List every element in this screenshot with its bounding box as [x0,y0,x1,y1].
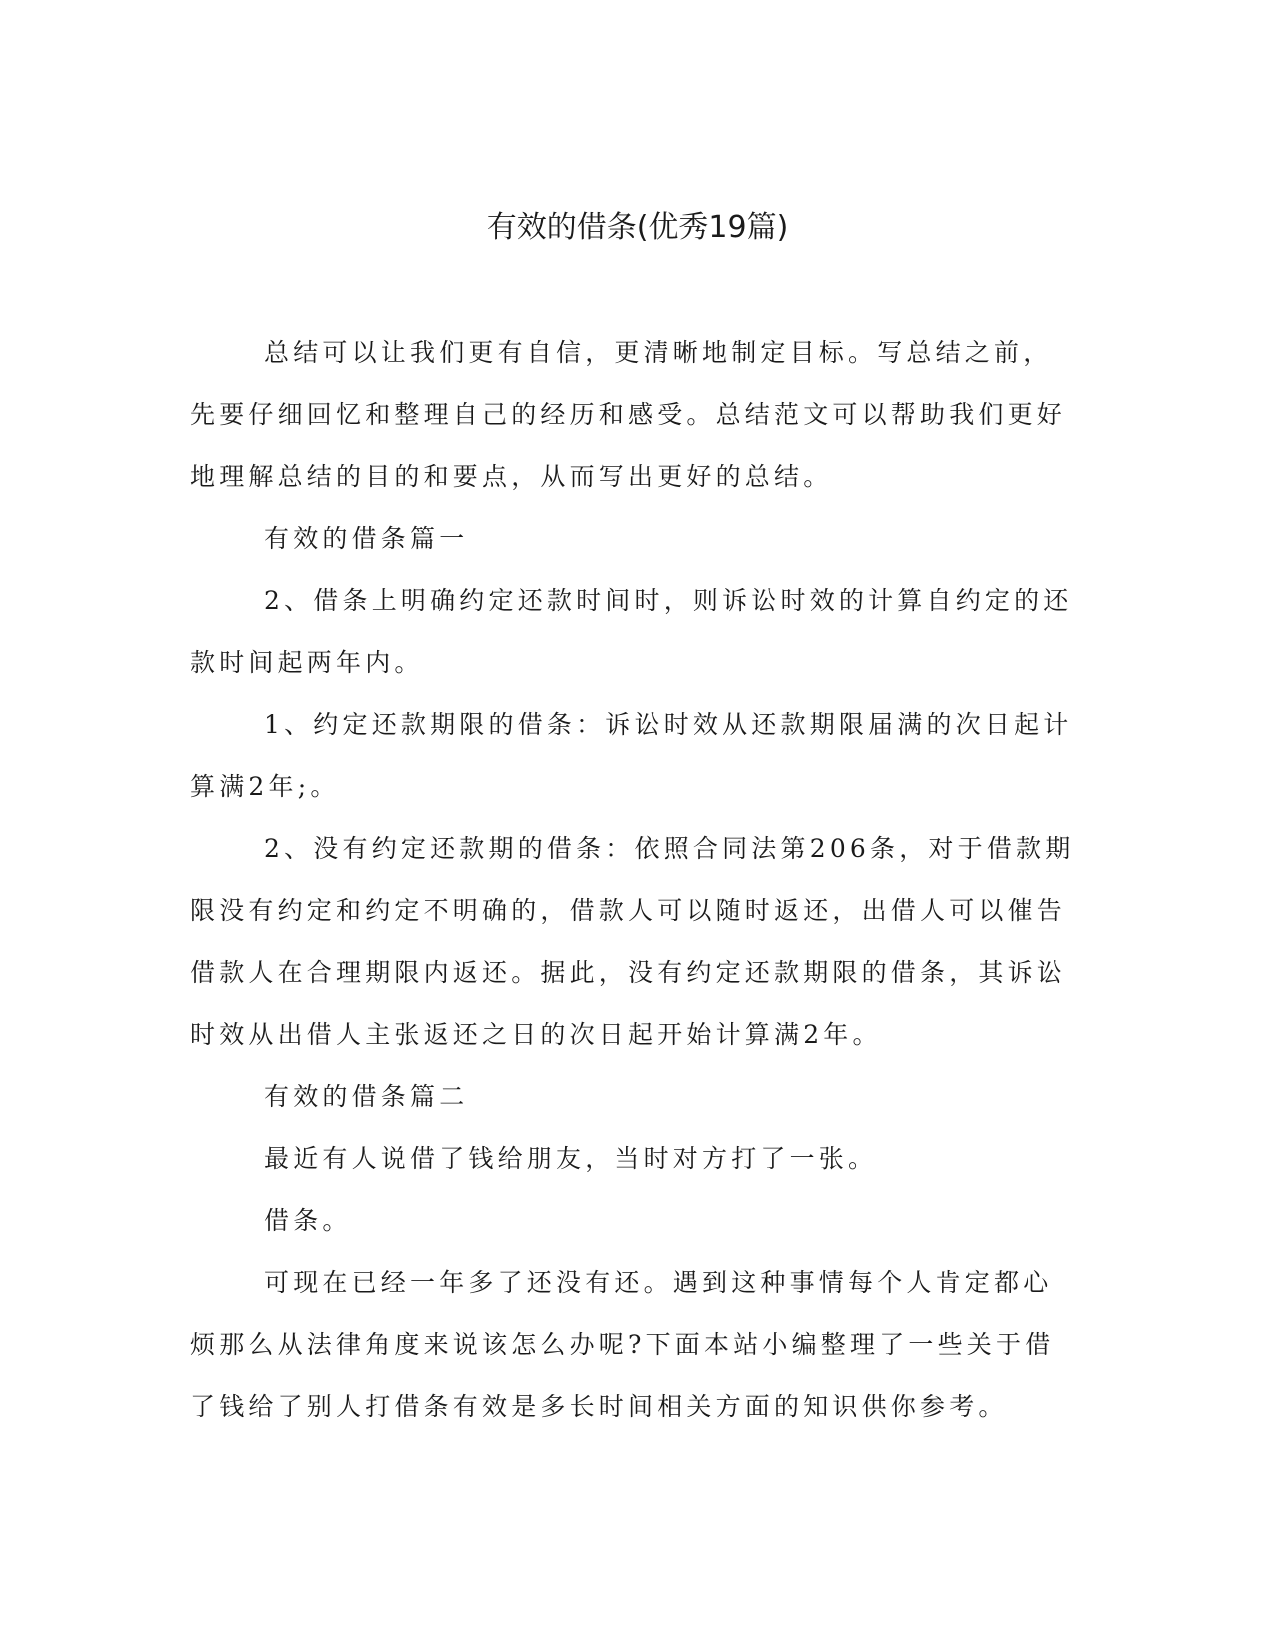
paragraph: 可现在已经一年多了还没有还。遇到这种事情每个人肯定都心烦那么从法律角度来说该怎么办呢?下面本站小编整理了一些关于借了钱给了别人打借条有效是多长时间相关方面的知识供你参考。 [190,1268,1055,1421]
intro-paragraph: 总结可以让我们更有自信，更清晰地制定目标。写总结之前，先要仔细回忆和整理自己的经历和感受。总结范文可以帮助我们更好地理解总结的目的和要点，从而写出更好的总结。 [190,338,1067,491]
paragraph: 1、约定还款期限的借条：诉讼时效从还款期限届满的次日起计算满2年;。 [190,710,1073,801]
paragraph: 2、没有约定还款期的借条：依照合同法第206条，对于借款期限没有约定和约定不明确的，借款人可以随时返还，出借人可以催告借款人在合理期限内返还。据此，没有约定还款期限的借条，其诉讼时效从出借人主张返还之日的次日起开始计算满2年。 [190,834,1075,1049]
paragraph: 2、借条上明确约定还款时间时，则诉讼时效的计算自约定的还款时间起两年内。 [190,586,1073,677]
section-heading-1: 有效的借条篇一 [264,524,469,553]
paragraph: 最近有人说借了钱给朋友，当时对方打了一张。 [264,1144,878,1173]
document-body [190,322,1080,1438]
document-title: 有效的借条(优秀19篇) [486,210,789,245]
paragraph: 借条。 [264,1206,352,1235]
section-heading-2: 有效的借条篇二 [264,1082,469,1111]
